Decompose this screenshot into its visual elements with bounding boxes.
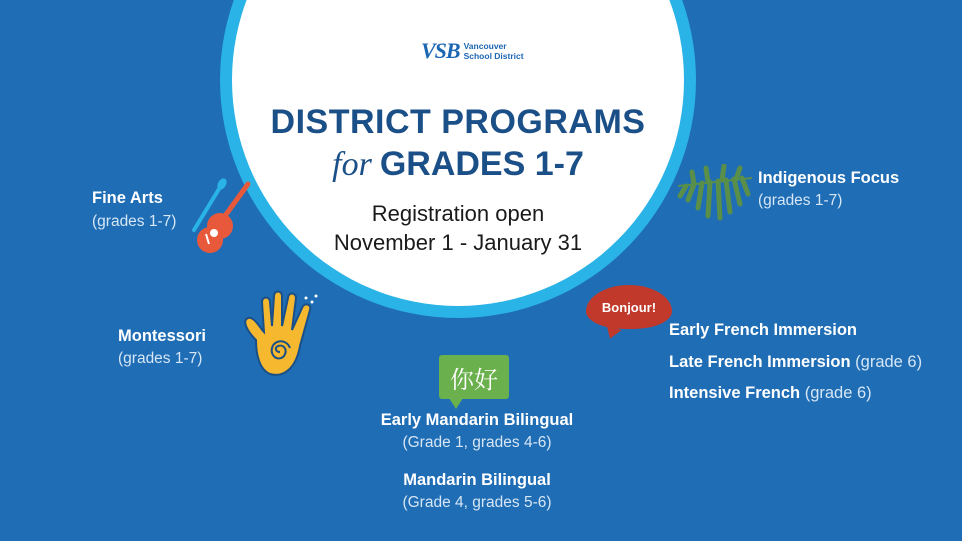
logo-text	[464, 41, 524, 61]
bonjour-text: Bonjour!	[601, 299, 657, 315]
vsb-logo	[421, 38, 524, 64]
late-french-grades: (grade 6)	[855, 353, 923, 371]
mandarin-grades: (Grade 4, grades 5-6)	[402, 494, 552, 511]
bonjour-bubble	[586, 285, 672, 329]
indigenous-focus-label: Indigenous Focus	[758, 169, 900, 187]
title-for: for	[332, 146, 372, 183]
cedar-branch-icon	[674, 164, 756, 224]
montessori-label: Montessori	[118, 327, 207, 345]
intensive-french-name: Intensive French	[669, 384, 801, 402]
guitar-brush-icon	[180, 178, 260, 258]
title-line1: DISTRICT PROGRAMS	[270, 103, 646, 141]
early-mandarin-label: Early Mandarin Bilingual	[380, 411, 574, 429]
nihao-text: 你好	[450, 366, 498, 394]
early-mandarin-grades: (Grade 1, grades 4-6)	[402, 434, 552, 451]
intensive-french-label	[669, 384, 872, 403]
montessori-grades: (grades 1-7)	[118, 350, 203, 367]
late-french-immersion-label	[669, 353, 922, 372]
logo-line2: School District	[463, 51, 524, 61]
intensive-french-grades: (grade 6)	[804, 384, 872, 402]
logo-line1: Vancouver	[463, 41, 507, 51]
fine-arts-grades: (grades 1-7)	[92, 213, 177, 230]
registration-dates: November 1 - January 31	[333, 230, 583, 255]
nihao-bubble	[439, 355, 509, 399]
early-french-immersion-label: Early French Immersion	[669, 321, 857, 339]
logo-mark: VSB	[421, 38, 460, 63]
title-line2	[232, 145, 684, 184]
late-french-name: Late French Immersion	[669, 353, 851, 371]
fine-arts-label: Fine Arts	[92, 189, 163, 207]
hand-icon	[236, 290, 326, 382]
indigenous-focus-grades: (grades 1-7)	[758, 192, 843, 209]
mandarin-label: Mandarin Bilingual	[403, 471, 551, 489]
registration-line1: Registration open	[371, 201, 545, 226]
title-grades: GRADES 1-7	[379, 145, 584, 183]
